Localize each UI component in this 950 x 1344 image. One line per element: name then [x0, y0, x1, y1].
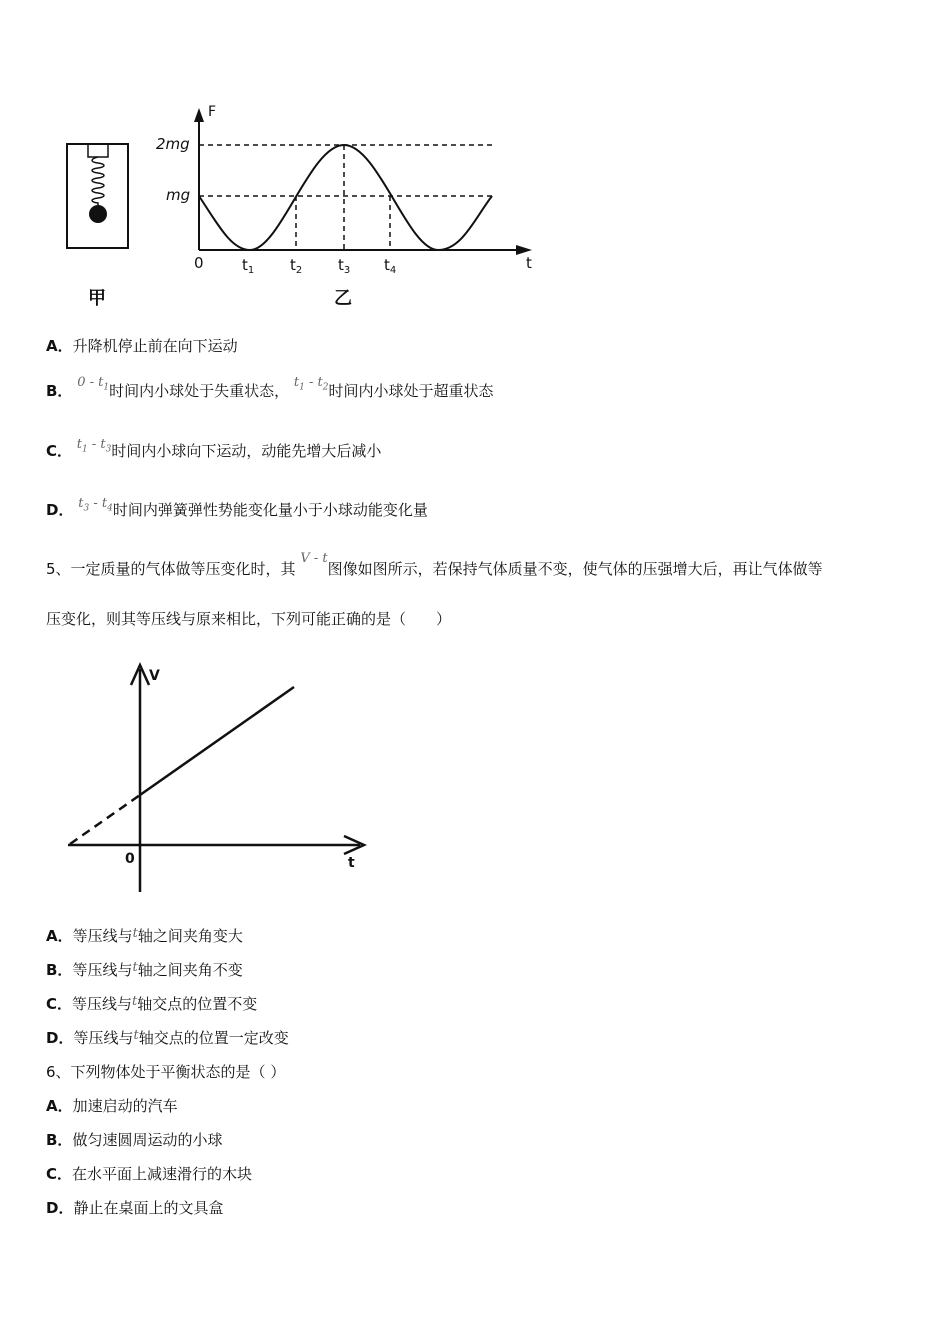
axis-f-label: F: [208, 104, 217, 120]
label-jia: 甲: [88, 288, 106, 309]
force-curve: [199, 145, 492, 250]
elevator-box: [67, 144, 128, 248]
spring-mount: [88, 144, 108, 157]
isobar-solid: [140, 687, 294, 795]
label-yi: 乙: [334, 288, 352, 309]
q5-option-c: C．等压线与t轴交点的位置不变: [46, 994, 258, 1013]
label-mg: mg: [166, 186, 191, 204]
spring: [92, 157, 104, 206]
t3-label: $t_3$: [338, 256, 351, 276]
q4-option-b: B． $0 - t_1$时间内小球处于失重状态， $t_1 - t_2$时间内小球处于超重状态: [46, 375, 494, 400]
q6-option-b: B．做匀速圆周运动的小球: [46, 1131, 223, 1149]
y-axis-arrow: [194, 108, 204, 122]
q5-stem-line1: 5、一定质量的气体做等压变化时，其 V - t图像如图所示，若保持气体质量不变，使气体的压强增大后，再让气体做等: [46, 551, 823, 578]
q6-option-a: A．加速启动的汽车: [46, 1097, 178, 1115]
q5-option-b: B．等压线与t轴之间夹角不变: [46, 960, 243, 979]
t1-label: $t_1$: [242, 256, 255, 276]
q5-option-d: D．等压线与t轴交点的位置一定改变: [46, 1028, 289, 1047]
q6-option-c: C．在水平面上减速滑行的木块: [46, 1165, 253, 1183]
origin-label: 0: [125, 851, 135, 867]
q4-option-c: C． $t_1 - t_3$时间内小球向下运动，动能先增大后减小: [46, 437, 382, 460]
q5-stem-line2: 压变化，则其等压线与原来相比，下列可能正确的是（ ）: [46, 610, 452, 628]
t-axis-label: t: [348, 855, 355, 871]
q4-option-d: D． $t_3 - t_4$时间内弹簧弹性势能变化量小于小球动能变化量: [46, 496, 428, 519]
axis-t-label: t: [526, 254, 532, 272]
q4-option-a: A．升降机停止前在向下运动: [46, 337, 238, 355]
figure-jia: [60, 140, 140, 310]
q5-vt-graph: [60, 655, 380, 900]
v-axis-label: V: [149, 668, 160, 684]
ball: [89, 205, 107, 223]
q6-stem: 6、下列物体处于平衡状态的是（ ）: [46, 1063, 286, 1081]
t2-label: $t_2$: [290, 256, 303, 276]
figure-yi-force-graph: [150, 100, 550, 315]
isobar-dashed-extension: [70, 795, 140, 844]
t4-label: $t_4$: [384, 256, 397, 276]
origin-label: 0: [194, 254, 204, 272]
label-2mg: 2mg: [156, 135, 190, 153]
q6-option-d: D．静止在桌面上的文具盒: [46, 1199, 224, 1217]
q5-option-a: A．等压线与t轴之间夹角变大: [46, 926, 243, 945]
